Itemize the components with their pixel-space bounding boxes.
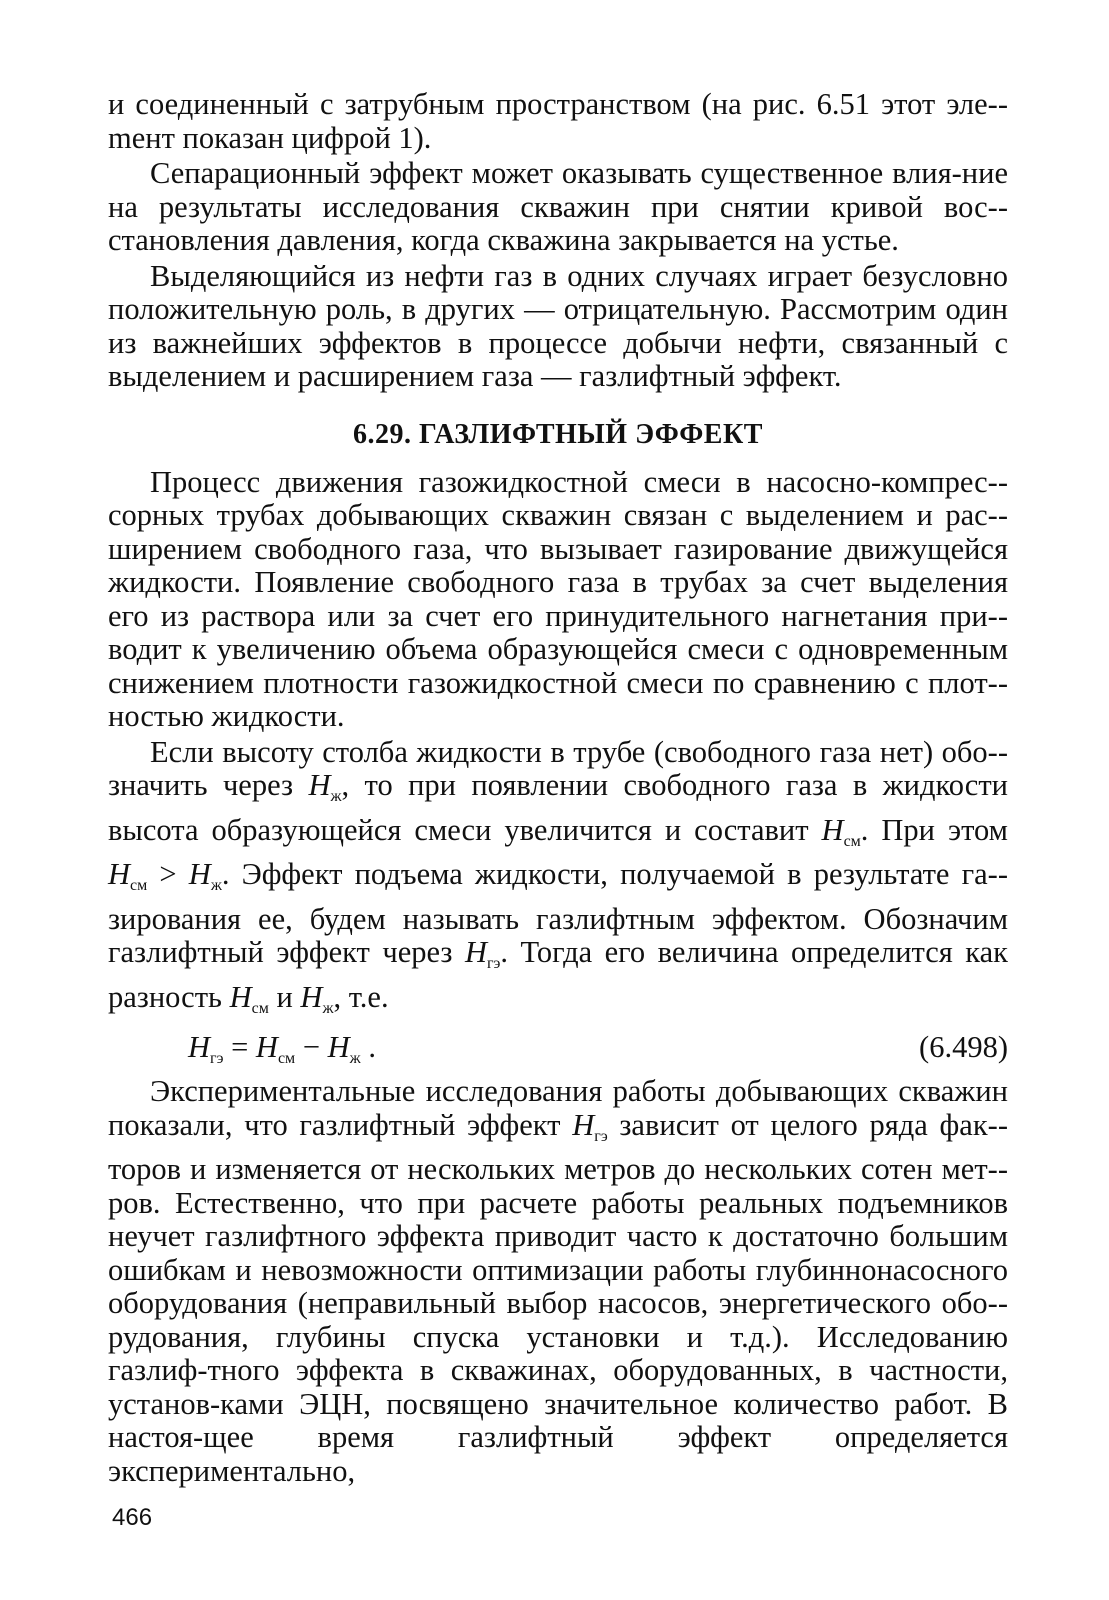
symbol-h: H <box>108 857 131 891</box>
paragraph-6-text-b: зависит от целого ряда фак-торов и изменяется от нескольких метров до нескольких сотен мет-ров. Естественно, что при расчете работы реальных подъемников неучет газлифтного эффекта приводит часто к достаточно большим ошибкам и невозможности оптимизации работы глубиннонасосного оборудования (неправильный выбор насосов, энергетического обо-рудования, глубины спуска установки и т.д.). Исследованию газлиф-тного эффекта в скважинах, оборудованных, в частности, установ-ками ЭЦН, посвящено значительное количество работ. В настоя-щее время газлифтный эффект определяется экспериментально, <box>108 1107 1008 1488</box>
section-heading: 6.29. ГАЗЛИФТНЫЙ ЭФФЕКТ <box>353 418 763 450</box>
paragraph-5-text-c: . При этом <box>860 812 1008 847</box>
paragraph-5-text-f: . Тогда его величина определится как разность <box>108 935 1008 1014</box>
paragraph-3-text: Выделяющийся из нефти газ в одних случаях играет безусловно положительную роль, в других — отрицательную. Рассмотрим один из важнейших эффектов в процессе добычи нефти, связанный с выделением и расширением газа — газлифтный эффект. <box>108 258 1008 393</box>
symbol-h: H <box>300 979 323 1014</box>
symbol-h-zh <box>327 1030 361 1067</box>
paragraph-5-text-b: , то при появлении свободного газа в жидкости высота образующейся смеси увеличится и составит <box>108 768 1008 847</box>
symbol-h-sm <box>821 812 861 850</box>
subscript-sm: см <box>251 999 269 1017</box>
equation-expression <box>188 1027 376 1079</box>
symbol-h-zh <box>188 857 222 894</box>
minus-sign: − <box>302 1030 321 1064</box>
subscript-zh: ж <box>349 1050 361 1067</box>
subscript-ge: гэ <box>210 1050 224 1067</box>
paragraph-2 <box>108 157 1008 258</box>
symbol-h-zh <box>308 768 342 805</box>
subscript-zh: ж <box>330 788 342 805</box>
symbol-h-sm <box>255 1030 296 1067</box>
symbol-h: H <box>464 935 487 969</box>
paragraph-5-text-e: . Эффект подъема жидкости, получаемой в результате га-зирования ее, будем называть газлифтным эффектом. Обозначим газлифтный эффект через <box>108 857 1009 969</box>
equals-sign: = <box>231 1030 249 1064</box>
subscript-sm: см <box>130 877 148 894</box>
symbol-h: H <box>188 857 211 891</box>
paragraph-5-text-d: > <box>147 857 189 891</box>
symbol-h: H <box>327 1030 350 1064</box>
equation-number: (6.498) <box>919 1030 1008 1064</box>
paragraph-4-text: Процесс движения газожидкостной смеси в насосно-компрес-сорных трубах добывающих скважин связан с выделением и рас-ширением свободного газа, что вызывает газирование движущейся жидкости. Появление свободного газа в трубах за счет выделения его из раствора или за счет его принудительного нагнетания при-водит к увеличению объема образующейся смеси с одновременным снижением плотности газожидкостной смеси по сравнению с плот-ностью жидкости. <box>108 464 1008 733</box>
paragraph-6-text-a: Экспериментальные исследования работы добывающих скважин показали, что газлифтный эффект <box>108 1074 1008 1142</box>
page-number: 466 <box>112 1504 153 1531</box>
page-body <box>108 88 1008 1488</box>
symbol-h: H <box>572 1107 595 1142</box>
subscript-zh: ж <box>322 999 334 1017</box>
subscript-sm: см <box>277 1050 296 1067</box>
symbol-h: H <box>229 979 252 1014</box>
paragraph-1 <box>108 88 1008 155</box>
paragraph-3 <box>108 260 1008 394</box>
symbol-h: H <box>188 1030 211 1064</box>
symbol-h-zh <box>300 979 334 1017</box>
paragraph-5-text-g: и <box>268 979 301 1014</box>
subscript-zh: ж <box>210 877 222 894</box>
symbol-h-sm <box>229 979 269 1017</box>
symbol-h-ge <box>464 935 501 972</box>
symbol-h-ge <box>572 1107 608 1145</box>
equation-period: . <box>368 1030 376 1064</box>
paragraph-5-text-h: , т.е. <box>333 979 389 1014</box>
subscript-ge: гэ <box>594 1127 608 1145</box>
paragraph-4 <box>108 466 1008 734</box>
subscript-ge: гэ <box>486 955 501 972</box>
symbol-h: H <box>821 812 844 847</box>
symbol-h-ge <box>188 1030 224 1067</box>
symbol-h: H <box>255 1030 278 1064</box>
symbol-h-sm <box>108 857 148 894</box>
symbol-h: H <box>308 768 331 802</box>
equation-6-498 <box>108 1027 1008 1071</box>
subscript-sm: см <box>843 832 861 850</box>
paragraph-5-text-a: Если высоту столба жидкости в трубе (свободного газа нет) обо-значить через <box>108 734 1008 802</box>
paragraph-2-text: Сепарационный эффект может оказывать существенное влия-ние на результаты исследования скважин при снятии кривой вос-становления давления, когда скважина закрывается на устье. <box>108 156 1008 257</box>
paragraph-1-text: и соединенный с затрубным пространством (на рис. 6.51 этот эле-mент показан цифрой 1). <box>108 87 1008 155</box>
paragraph-5 <box>108 736 1008 1026</box>
paragraph-6 <box>108 1075 1008 1488</box>
